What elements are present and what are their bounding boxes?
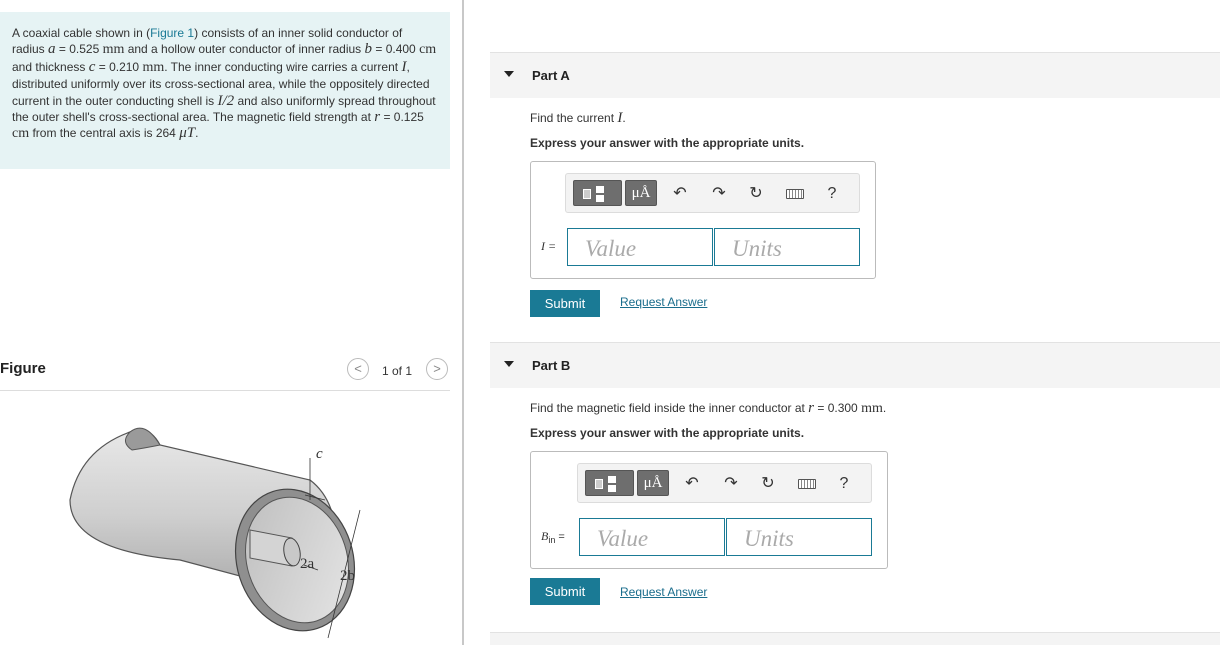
figure-link[interactable]: Figure 1	[150, 26, 195, 40]
problem-text: A coaxial cable shown in (	[12, 26, 151, 40]
label-c: c	[316, 446, 323, 462]
help-icon[interactable]: ?	[827, 185, 837, 202]
part-b-answer-box	[530, 451, 888, 569]
label-2a: 2a	[300, 556, 315, 572]
part-b-title: Part B	[532, 358, 571, 373]
reset-icon[interactable]: ↻	[761, 475, 775, 492]
templates-icon[interactable]	[573, 180, 622, 206]
part-a-value-input[interactable]	[567, 228, 713, 266]
part-a-units-input[interactable]	[714, 228, 860, 266]
column-divider[interactable]	[462, 0, 464, 645]
units-icon[interactable]: μÅ	[637, 470, 669, 496]
prev-figure-button[interactable]	[347, 358, 369, 380]
part-a-var-label: I =	[541, 239, 557, 253]
coaxial-cable-figure	[60, 420, 380, 645]
part-b-value-input[interactable]	[579, 518, 725, 556]
next-figure-button[interactable]	[426, 358, 448, 380]
reset-icon[interactable]: ↻	[749, 185, 763, 202]
problem-statement: A coaxial cable shown in (Figure 1) consists of an inner solid conductor of radius a = 0.525 mm and a hollow outer conductor of inner radius b = 0.400 cm and thickness c = 0.210 mm. The inner conducting wire carries a current I, distributed uniformly over its cross-sectional area, while the oppositely directed current in the outer conducting shell is I/2 and also uniformly spread throughout the outer shell's cross-sectional area. The magnetic field strength at r = 0.125 cm from the central axis is 264 μT.	[0, 12, 450, 169]
part-a-request-answer-link[interactable]: Request Answer	[620, 295, 708, 309]
part-b-submit-button[interactable]: Submit	[530, 578, 600, 605]
part-a-toolbar	[565, 173, 860, 213]
part-a-title: Part A	[532, 68, 570, 83]
part-a-header[interactable]	[490, 52, 1220, 98]
keyboard-icon[interactable]	[797, 474, 817, 494]
part-b-header[interactable]	[490, 342, 1220, 388]
help-icon[interactable]: ?	[839, 475, 849, 492]
undo-icon[interactable]: ↶	[685, 475, 699, 492]
part-a-instruction: Express your answer with the appropriate units.	[530, 136, 805, 150]
units-icon[interactable]: μÅ	[625, 180, 657, 206]
part-b-var-label: $B_{in}$ =	[541, 529, 565, 546]
part-a-question: Find the current I.	[530, 110, 626, 126]
redo-icon[interactable]: ↷	[724, 475, 738, 492]
templates-icon[interactable]	[585, 470, 634, 496]
part-a-submit-button[interactable]: Submit	[530, 290, 600, 317]
chevron-left-icon: <	[354, 361, 362, 376]
undo-icon[interactable]: ↶	[673, 185, 687, 202]
collapse-caret-icon[interactable]	[504, 71, 514, 77]
part-a-answer-box	[530, 161, 876, 279]
keyboard-icon[interactable]	[785, 184, 805, 204]
next-part-header[interactable]	[490, 632, 1220, 645]
figure-pager: 1 of 1	[382, 364, 413, 378]
label-2b: 2b	[340, 568, 355, 584]
chevron-right-icon: >	[433, 361, 441, 376]
part-b-instruction: Express your answer with the appropriate units.	[530, 426, 805, 440]
part-b-question: Find the magnetic field inside the inner conductor at r = 0.300 mm.	[530, 400, 887, 416]
part-b-toolbar	[577, 463, 872, 503]
figure-title: Figure	[0, 360, 46, 377]
collapse-caret-icon[interactable]	[504, 361, 514, 367]
part-b-request-answer-link[interactable]: Request Answer	[620, 585, 708, 599]
part-b-units-input[interactable]	[726, 518, 872, 556]
redo-icon[interactable]: ↷	[712, 185, 726, 202]
figure-header	[0, 355, 450, 391]
